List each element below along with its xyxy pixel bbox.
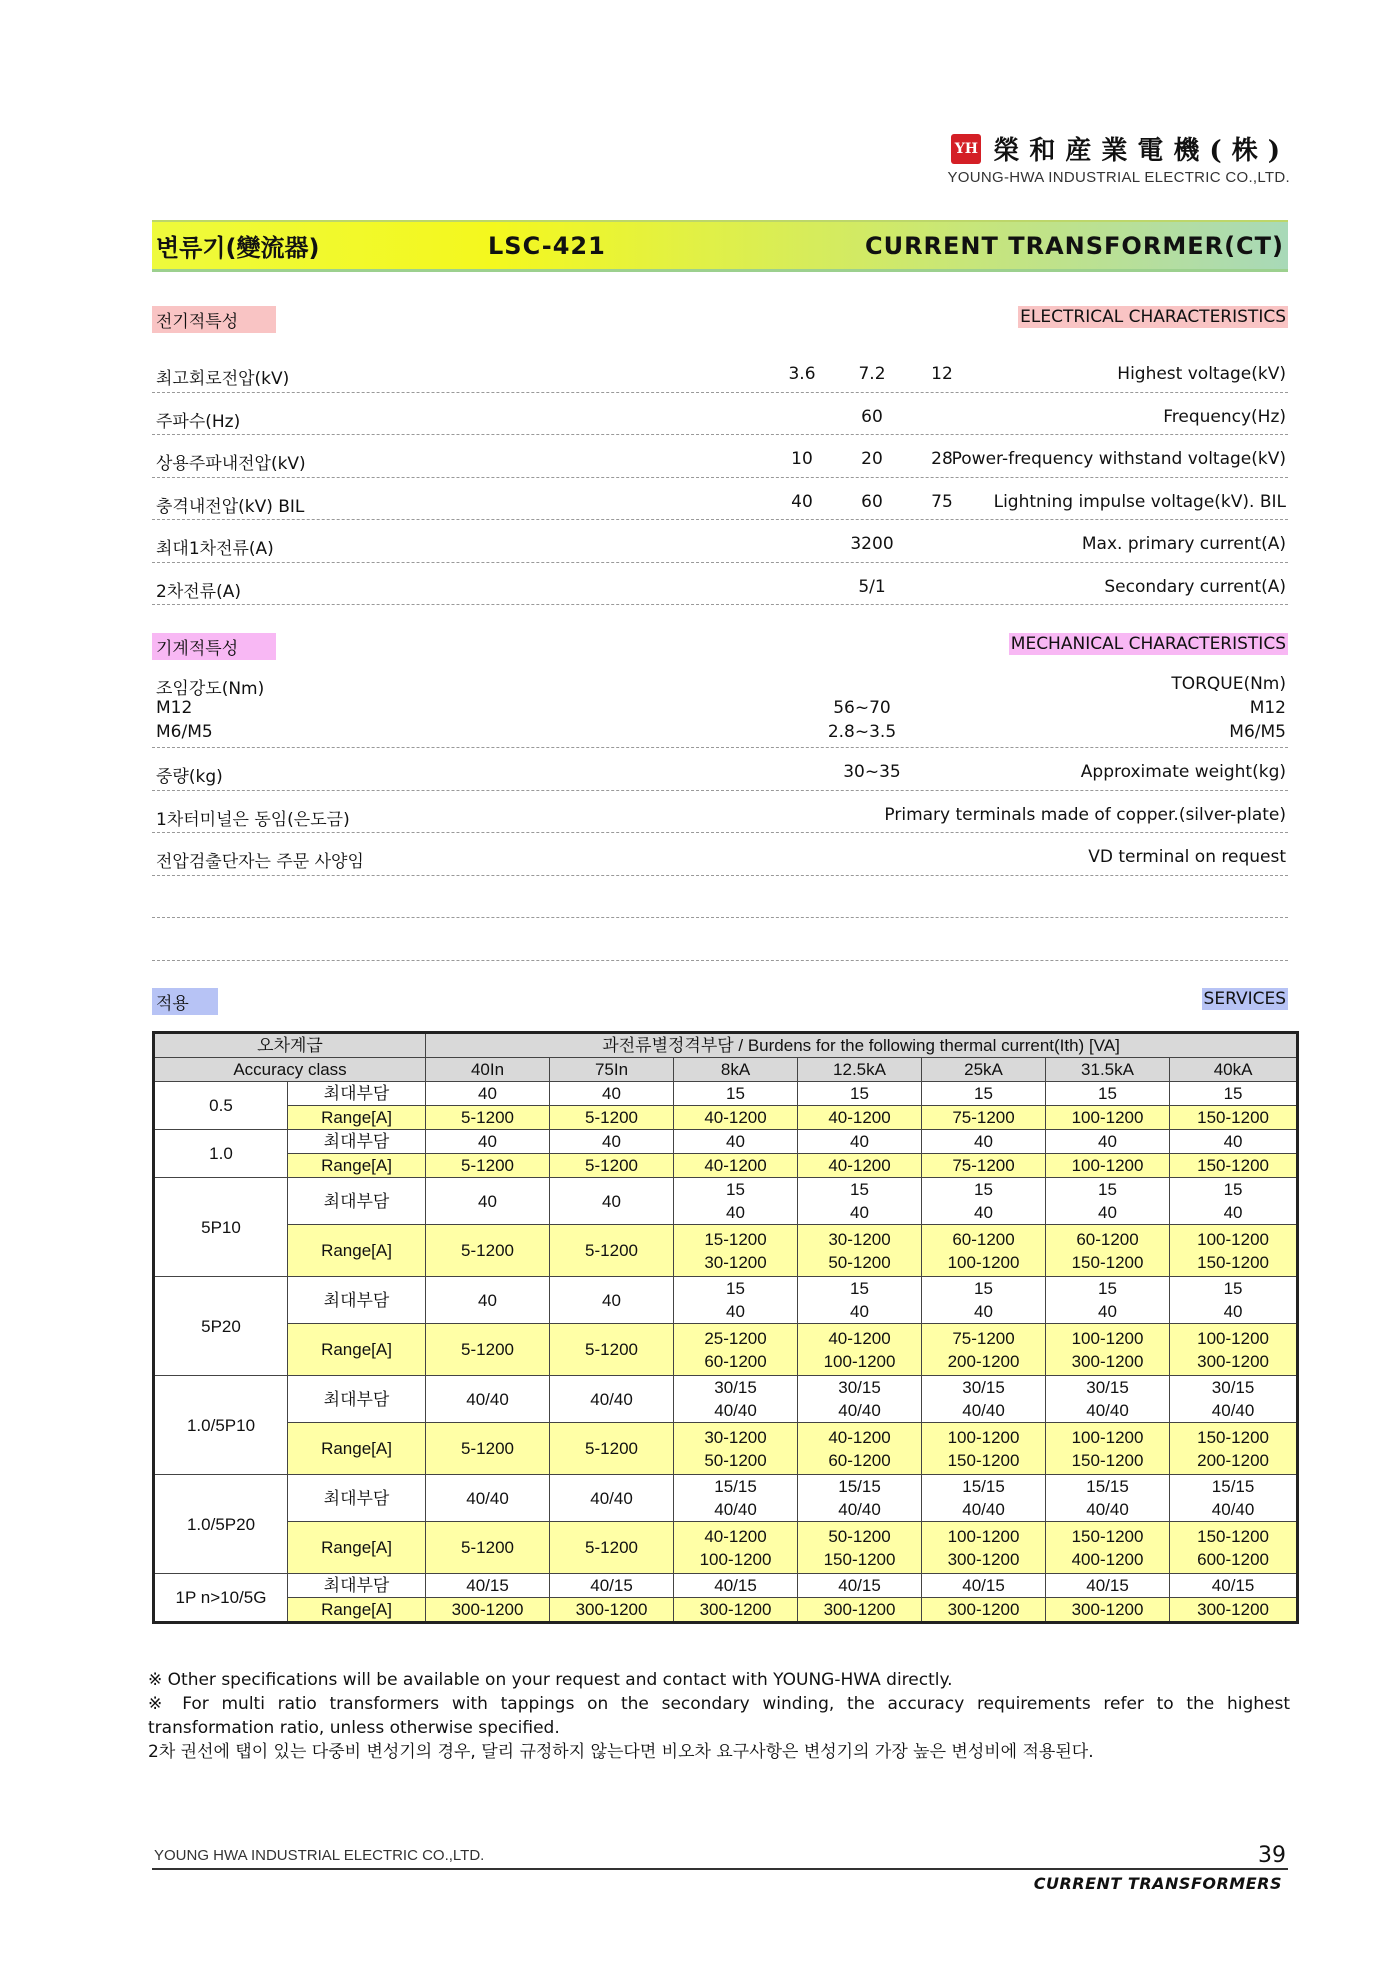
spec-label-en: Max. primary current(A) xyxy=(1081,534,1286,554)
spec-value: 5/1 xyxy=(858,576,886,597)
range-value: 150-1200 xyxy=(1170,1106,1298,1130)
divider xyxy=(152,960,1288,961)
range-value: 25-1200 60-1200 xyxy=(674,1324,798,1376)
spec-row xyxy=(152,435,1288,478)
spec-label-en: Power-frequency withstand voltage(kV) xyxy=(951,449,1286,469)
table-row xyxy=(154,1225,1298,1277)
range-value: 5-1200 xyxy=(550,1522,674,1574)
spec-value: 28 xyxy=(931,449,953,469)
range-value: 60-1200 100-1200 xyxy=(922,1225,1046,1277)
max-burden-value: 40 xyxy=(1170,1130,1298,1154)
range-value: 40-1200 xyxy=(674,1154,798,1178)
spec-value: 3.6 xyxy=(788,364,816,384)
spec-label-ko: 최고회로전압(kV) xyxy=(156,369,290,389)
note-1: ※ Other specifications will be available on your request and contact with YOUNG-HWA directly. xyxy=(148,1670,953,1690)
max-burden-value: 40/15 xyxy=(798,1574,922,1598)
table-row xyxy=(154,1324,1298,1376)
max-burden-label: 최대부담 xyxy=(288,1574,426,1598)
accuracy-class-header-ko: 오차계급 xyxy=(154,1033,426,1058)
max-burden-label: 최대부담 xyxy=(288,1130,426,1154)
accuracy-class: 1.0/5P10 xyxy=(154,1376,288,1475)
services-heading-en: SERVICES xyxy=(1203,989,1286,1009)
max-burden-value: 30/15 40/40 xyxy=(1170,1376,1298,1423)
range-value: 300-1200 xyxy=(1170,1598,1298,1623)
range-value: 5-1200 xyxy=(426,1225,550,1277)
range-value: 150-1200 600-1200 xyxy=(1170,1522,1298,1574)
max-burden-value: 40 xyxy=(550,1178,674,1225)
max-burden-value: 40 xyxy=(798,1130,922,1154)
range-value: 100-1200 xyxy=(1046,1106,1170,1130)
max-burden-value: 15/15 40/40 xyxy=(674,1475,798,1522)
range-value: 150-1200 400-1200 xyxy=(1046,1522,1170,1574)
page-number: 39 xyxy=(1258,1843,1286,1868)
spec-value: 12 xyxy=(931,364,953,384)
electrical-heading-en: ELECTRICAL CHARACTERISTICS xyxy=(1020,307,1286,327)
notes xyxy=(148,1668,1290,1764)
max-burden-value: 15/15 40/40 xyxy=(1046,1475,1170,1522)
max-burden-value: 15 40 xyxy=(1046,1277,1170,1324)
max-burden-value: 40 xyxy=(426,1277,550,1324)
electrical-heading-ko: 전기적특성 xyxy=(152,306,276,333)
range-value: 150-1200 200-1200 xyxy=(1170,1423,1298,1475)
accuracy-class: 1.0/5P20 xyxy=(154,1475,288,1574)
max-burden-value: 40 xyxy=(426,1082,550,1106)
range-value: 40-1200 100-1200 xyxy=(674,1522,798,1574)
spec-label-ko: 상용주파내전압(kV) xyxy=(156,454,306,474)
range-value: 40-1200 xyxy=(674,1106,798,1130)
electrical-heading xyxy=(152,306,1288,330)
range-value: 75-1200 xyxy=(922,1106,1046,1130)
range-value: 300-1200 xyxy=(798,1598,922,1623)
spec-row xyxy=(152,478,1288,521)
max-burden-label: 최대부담 xyxy=(288,1277,426,1324)
range-value: 30-1200 50-1200 xyxy=(674,1423,798,1475)
spec-row xyxy=(152,833,1288,876)
mechanical-heading xyxy=(152,633,1288,657)
range-value: 50-1200 150-1200 xyxy=(798,1522,922,1574)
range-value: 300-1200 xyxy=(426,1598,550,1623)
range-value: 5-1200 xyxy=(550,1154,674,1178)
table-row xyxy=(154,1522,1298,1574)
accuracy-class: 0.5 xyxy=(154,1082,288,1130)
max-burden-value: 30/15 40/40 xyxy=(922,1376,1046,1423)
brand-name-en: YOUNG-HWA INDUSTRIAL ELECTRIC CO.,LTD. xyxy=(947,169,1290,186)
torque-title-line: 조임강도(Nm) TORQUE(Nm) xyxy=(156,674,1286,699)
column-header: 25kA xyxy=(922,1058,1046,1082)
range-label: Range[A] xyxy=(288,1324,426,1376)
max-burden-value: 30/15 40/40 xyxy=(798,1376,922,1423)
range-label: Range[A] xyxy=(288,1154,426,1178)
spec-row xyxy=(152,563,1288,606)
max-burden-value: 40/15 xyxy=(1046,1574,1170,1598)
range-value: 300-1200 xyxy=(1046,1598,1170,1623)
range-value: 5-1200 xyxy=(426,1154,550,1178)
torque-block xyxy=(152,672,1288,748)
table-row xyxy=(154,1277,1298,1324)
spec-label-ko: 주파수(Hz) xyxy=(156,411,241,432)
range-value: 60-1200 150-1200 xyxy=(1046,1225,1170,1277)
max-burden-label: 최대부담 xyxy=(288,1178,426,1225)
max-burden-value: 40 xyxy=(426,1130,550,1154)
table-row xyxy=(154,1574,1298,1598)
max-burden-value: 15 40 xyxy=(1170,1178,1298,1225)
spec-label-en: Frequency(Hz) xyxy=(1163,406,1286,427)
max-burden-label: 최대부담 xyxy=(288,1376,426,1423)
max-burden-label: 최대부담 xyxy=(288,1082,426,1106)
range-label: Range[A] xyxy=(288,1106,426,1130)
max-burden-value: 15 40 xyxy=(922,1178,1046,1225)
max-burden-value: 40/15 xyxy=(1170,1574,1298,1598)
range-value: 5-1200 xyxy=(426,1522,550,1574)
max-burden-value: 40 xyxy=(550,1277,674,1324)
title-ko: 변류기(變流器) xyxy=(156,234,320,262)
accuracy-class: 1.0 xyxy=(154,1130,288,1178)
max-burden-value: 40/40 xyxy=(550,1475,674,1522)
spec-row xyxy=(152,748,1288,791)
services-heading-ko: 적용 xyxy=(152,988,218,1015)
max-burden-value: 40/40 xyxy=(426,1376,550,1423)
spec-value: 75 xyxy=(931,491,953,512)
accuracy-class: 5P20 xyxy=(154,1277,288,1376)
range-value: 100-1200 150-1200 xyxy=(1046,1423,1170,1475)
max-burden-value: 15 40 xyxy=(798,1178,922,1225)
range-value: 5-1200 xyxy=(550,1106,674,1130)
torque-line-m12: M12 56~70 M12 xyxy=(156,698,1286,718)
spec-value: 3200 xyxy=(850,534,894,554)
range-value: 150-1200 xyxy=(1170,1154,1298,1178)
table-row xyxy=(154,1423,1298,1475)
table-row xyxy=(154,1130,1298,1154)
range-value: 100-1200 300-1200 xyxy=(1046,1324,1170,1376)
max-burden-value: 15 xyxy=(798,1082,922,1106)
max-burden-value: 40/40 xyxy=(426,1475,550,1522)
column-header: 8kA xyxy=(674,1058,798,1082)
accuracy-class-header-en: Accuracy class xyxy=(154,1058,426,1082)
max-burden-value: 15 xyxy=(1170,1082,1298,1106)
spec-value: 40 xyxy=(791,491,813,512)
max-burden-value: 15 xyxy=(922,1082,1046,1106)
spec-value: 30~35 xyxy=(843,762,901,782)
max-burden-value: 40/15 xyxy=(922,1574,1046,1598)
model-number: LSC-421 xyxy=(488,231,606,260)
spec-label-ko: 전압검출단자는 주문 사양임 xyxy=(156,852,364,872)
range-label: Range[A] xyxy=(288,1423,426,1475)
max-burden-value: 40 xyxy=(550,1130,674,1154)
spec-row xyxy=(152,520,1288,563)
max-burden-value: 30/15 40/40 xyxy=(674,1376,798,1423)
max-burden-value: 40 xyxy=(426,1178,550,1225)
table-header-row xyxy=(154,1033,1298,1058)
table-row xyxy=(154,1475,1298,1522)
range-value: 15-1200 30-1200 xyxy=(674,1225,798,1277)
max-burden-value: 40 xyxy=(1046,1130,1170,1154)
max-burden-value: 40 xyxy=(674,1130,798,1154)
range-value: 5-1200 xyxy=(550,1225,674,1277)
max-burden-value: 15 40 xyxy=(798,1277,922,1324)
accuracy-class: 1P n>10/5G xyxy=(154,1574,288,1623)
range-value: 5-1200 xyxy=(550,1423,674,1475)
title-bar xyxy=(152,220,1288,272)
column-header: 31.5kA xyxy=(1046,1058,1170,1082)
max-burden-value: 15 40 xyxy=(674,1178,798,1225)
range-value: 100-1200 xyxy=(1046,1154,1170,1178)
table-row xyxy=(154,1082,1298,1106)
max-burden-value: 40/40 xyxy=(550,1376,674,1423)
range-value: 40-1200 100-1200 xyxy=(798,1324,922,1376)
spec-label-ko: 충격내전압(kV) BIL xyxy=(156,496,305,517)
range-value: 100-1200 150-1200 xyxy=(1170,1225,1298,1277)
electrical-table xyxy=(152,350,1288,605)
mechanical-table xyxy=(152,748,1288,876)
spec-value: 7.2 xyxy=(858,364,886,384)
spec-label-en: Secondary current(A) xyxy=(1104,576,1286,597)
note-2: ※ For multi ratio transformers with tappings on the secondary winding, the accuracy requirements refer to the highest transformation ratio, unless otherwise specified. xyxy=(148,1694,1290,1738)
table-row xyxy=(154,1178,1298,1225)
range-value: 5-1200 xyxy=(550,1324,674,1376)
spec-value: 60 xyxy=(861,491,883,512)
range-value: 300-1200 xyxy=(674,1598,798,1623)
max-burden-value: 15 40 xyxy=(1170,1277,1298,1324)
footer-company: YOUNG HWA INDUSTRIAL ELECTRIC CO.,LTD. xyxy=(154,1847,485,1864)
table-row xyxy=(154,1598,1298,1623)
spec-row xyxy=(152,791,1288,834)
spec-label-ko: 중량(kg) xyxy=(156,767,223,787)
range-value: 5-1200 xyxy=(426,1324,550,1376)
spec-row xyxy=(152,393,1288,436)
range-value: 100-1200 300-1200 xyxy=(1170,1324,1298,1376)
range-value: 100-1200 300-1200 xyxy=(922,1522,1046,1574)
column-header: 12.5kA xyxy=(798,1058,922,1082)
table-row xyxy=(154,1106,1298,1130)
max-burden-value: 15 40 xyxy=(1046,1178,1170,1225)
table-row xyxy=(154,1376,1298,1423)
table-header-row xyxy=(154,1058,1298,1082)
spec-label-ko: 최대1차전류(A) xyxy=(156,539,274,559)
spec-label-en: Approximate weight(kg) xyxy=(1080,762,1286,782)
range-value: 5-1200 xyxy=(426,1106,550,1130)
column-header: 40kA xyxy=(1170,1058,1298,1082)
footer-section: CURRENT TRANSFORMERS xyxy=(1033,1874,1282,1893)
mechanical-heading-ko: 기계적특성 xyxy=(152,633,276,660)
brand-name-cn: YH 榮和産業電機(株) xyxy=(947,130,1290,167)
burden-header: 과전류별정격부담 / Burdens for the following thermal current(Ith) [VA] xyxy=(426,1033,1298,1058)
max-burden-label: 최대부담 xyxy=(288,1475,426,1522)
max-burden-value: 15 xyxy=(1046,1082,1170,1106)
range-value: 5-1200 xyxy=(426,1423,550,1475)
divider xyxy=(152,917,1288,918)
torque-line-m6m5: M6/M5 2.8~3.5 M6/M5 xyxy=(156,722,1286,742)
column-header: 75In xyxy=(550,1058,674,1082)
range-value: 100-1200 150-1200 xyxy=(922,1423,1046,1475)
range-value: 30-1200 50-1200 xyxy=(798,1225,922,1277)
title-en: CURRENT TRANSFORMER(CT) xyxy=(864,231,1284,260)
range-label: Range[A] xyxy=(288,1522,426,1574)
max-burden-value: 15/15 40/40 xyxy=(922,1475,1046,1522)
max-burden-value: 40 xyxy=(922,1130,1046,1154)
note-3: 2차 권선에 탭이 있는 다중비 변성기의 경우, 달리 규정하지 않는다면 비오차 요구사항은 변성기의 가장 높은 변성비에 적용된다. xyxy=(148,1742,1094,1762)
spec-label-ko: 1차터미널은 동임(은도금) xyxy=(156,809,350,830)
mechanical-heading-en: MECHANICAL CHARACTERISTICS xyxy=(1010,634,1286,654)
max-burden-value: 40/15 xyxy=(550,1574,674,1598)
max-burden-value: 30/15 40/40 xyxy=(1046,1376,1170,1423)
accuracy-class: 5P10 xyxy=(154,1178,288,1277)
spec-label-en: VD terminal on request xyxy=(1088,847,1286,867)
max-burden-value: 40/15 xyxy=(426,1574,550,1598)
table-row xyxy=(154,1154,1298,1178)
range-value: 75-1200 xyxy=(922,1154,1046,1178)
spec-value: 60 xyxy=(861,406,883,427)
burden-table xyxy=(152,1031,1299,1624)
range-label: Range[A] xyxy=(288,1225,426,1277)
spec-label-en: Highest voltage(kV) xyxy=(1117,364,1286,384)
company-logo-icon: YH xyxy=(951,134,981,164)
max-burden-value: 15 40 xyxy=(922,1277,1046,1324)
max-burden-value: 40/15 xyxy=(674,1574,798,1598)
range-value: 40-1200 60-1200 xyxy=(798,1423,922,1475)
max-burden-value: 15 40 xyxy=(674,1277,798,1324)
range-value: 40-1200 xyxy=(798,1154,922,1178)
column-header: 40In xyxy=(426,1058,550,1082)
spec-label-en: Lightning impulse voltage(kV). BIL xyxy=(993,491,1286,512)
max-burden-value: 15/15 40/40 xyxy=(1170,1475,1298,1522)
services-heading xyxy=(152,988,1288,1012)
spec-label-ko: 2차전류(A) xyxy=(156,581,241,602)
range-label: Range[A] xyxy=(288,1598,426,1623)
range-value: 300-1200 xyxy=(550,1598,674,1623)
range-value: 40-1200 xyxy=(798,1106,922,1130)
max-burden-value: 40 xyxy=(550,1082,674,1106)
range-value: 75-1200 200-1200 xyxy=(922,1324,1046,1376)
spec-value: 20 xyxy=(861,449,883,469)
range-value: 300-1200 xyxy=(922,1598,1046,1623)
spec-row xyxy=(152,350,1288,393)
spec-label-en: Primary terminals made of copper.(silver-plate) xyxy=(884,804,1286,825)
max-burden-value: 15 xyxy=(674,1082,798,1106)
footer xyxy=(152,1840,1288,1870)
spec-value: 10 xyxy=(791,449,813,469)
brand-block xyxy=(947,130,1290,186)
max-burden-value: 15/15 40/40 xyxy=(798,1475,922,1522)
